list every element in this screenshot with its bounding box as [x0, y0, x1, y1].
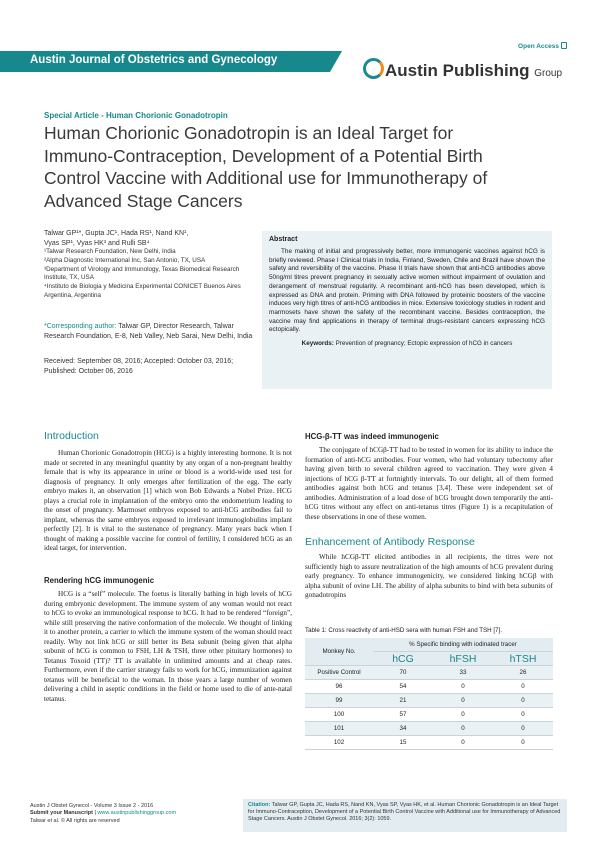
publisher-logo-icon: [363, 58, 384, 79]
table-cell: 70: [373, 666, 433, 680]
table-cell: 0: [433, 694, 493, 708]
table-cell: 0: [493, 694, 553, 708]
table-cell: 15: [373, 736, 433, 750]
citation-box: Citation: Talwar GP, Gupta JC, Hada RS, Nand KN, Vyas SP, Vyas HK, et al. Human Chorionic Gonadotropin is an Ideal Target for Immuno-Contraception, Development of a Potential Birth Control Vaccine with Additional use for Immunotherapy of Advanced Stage Cancers. Austin J Obstet Gynecol. 2016; 3(2): 1059.: [243, 799, 567, 832]
table-cell: 34: [373, 722, 433, 736]
section-heading-immunogenic: HCG-β-TT was indeed immunogenic: [305, 432, 439, 441]
table-row: [305, 666, 553, 680]
table-cell: 0: [433, 736, 493, 750]
table-row: [305, 694, 553, 708]
corresponding-author: *Corresponding author: Talwar GP, Director Research, Talwar Research Foundation, E-8, Neb Valley, Neb Sarai, New Delhi, India: [44, 323, 253, 340]
keywords: Keywords: Prevention of pregnancy; Ectopic expression of hCG in cancers: [301, 340, 513, 348]
table-row: [305, 680, 553, 694]
affiliation: ⁴Instituto de Biologia y Medicina Experimental CONICET Buenos Aires Argentina, Argentina: [44, 283, 241, 299]
table-header-hcg: hCG: [373, 652, 433, 666]
footer-copyright: Talwar et al. © All rights are reserved: [30, 817, 120, 824]
table-cell: 0: [493, 736, 553, 750]
intro-text: Human Chorionic Gonadotropin (HCG) is a highly interesting hormone. It is not made or secreted in any meaningful quantity by any organ of a non-pregnant healthy female that is why its appearance in urine or blood is a world-wide used test for diagnosis of pregnancy. It only emerges after fertilization of the egg. The early embryo makes it, an observation [1] which won Bob Edwards a Nobel Prize. HCG plays a crucial role in implantation of the embryo onto the endometrium leading to the onset of pregnancy. Marmoset embryos exposed to anti-hCG antibodies fail to implant, whereas the same embryos exposed to irrelevant immunoglobulins implant perfectly [2]. It is vital to the sustenance of pregnancy. Many years back when I thought of making a possible vaccine for control of fertility, I considered hCG as an ideal target, for intervention.: [44, 449, 292, 552]
table-cell: 0: [433, 722, 493, 736]
article-dates: Received: September 08, 2016; Accepted: October 03, 2016; Published: October 06, 2016: [44, 358, 234, 375]
open-lock-icon: [561, 42, 567, 49]
table-caption: Table 1: Cross reactivity of anti-HSD sera with human FSH and TSH [7].: [305, 627, 502, 634]
affiliation: ³Department of Virology and Immunology, Texas Biomedical Research Institute, TX, USA: [44, 265, 240, 282]
table-header-monkey: Monkey No.: [305, 638, 373, 666]
abstract-box: [262, 231, 552, 389]
section-heading-enhancement: Enhancement of Antibody Response: [305, 536, 475, 548]
article-type: Special Article - Human Chorionic Gonadotropin: [44, 111, 228, 120]
section-heading-rendering: Rendering hCG immunogenic: [44, 576, 155, 585]
open-access-label: Open Access: [518, 42, 567, 50]
table-cell: 96: [305, 680, 373, 694]
table-cell: 0: [493, 722, 553, 736]
table-cell: 102: [305, 736, 373, 750]
table-cell: 99: [305, 694, 373, 708]
banner-tail: [330, 51, 342, 72]
article-title: Human Chorionic Gonadotropin is an Ideal Target for Immuno-Contraception, Development of a Potential Birth Control Vaccine with Additional use for Immunotherapy of Advanced Stage Cancers: [44, 123, 488, 211]
journal-banner: [0, 51, 330, 72]
author-list: Talwar GP¹*, Gupta JC¹, Hada RS¹, Nand KN¹, Vyas SP¹, Vyas HK³ and Rulli SB⁴: [44, 230, 189, 247]
table-cell: 0: [433, 708, 493, 722]
table-cell: 101: [305, 722, 373, 736]
table-row: [305, 736, 553, 750]
footer-left: Austin J Obstet Gynecol - Volume 3 Issue 2 - 2016 Submit your Manuscript | www.austinpublishinggroup.com Talwar et al. © All rights are reserved: [30, 803, 177, 824]
affiliation: ¹Talwar Research Foundation, New Delhi, India: [44, 248, 176, 255]
table-cell: 100: [305, 708, 373, 722]
affiliation: ²Alpha Diagnostic International Inc, San Antonio, TX, USA: [44, 256, 206, 264]
journal-name: Austin Journal of Obstetrics and Gynecology: [30, 54, 278, 66]
table-cell: 26: [493, 666, 553, 680]
rendering-text: HCG is a “self” molecule. The foetus is literally bathing in high levels of hCG during embryonic development. The immune system of any woman would not react to hCG to evoke an immunological response to hCG. It had to be rendered “foreign”, while still preserving the native conformation of the molecule. We thought of linking it to another protein, a carrier to which the immune system of the woman should react readily. Why not link hCG or still better its Beta subunit (being given that alpha subunit of hCG is common to FSH, LH & TSH, three other pituitary hormones) to Tetanus Toxoid (TT)? TT is available in unlimited amounts and at cheap rates. Furthermore, even if the carrier strategy fails to work for hCG, immunization against tetanus will be beneficial to the woman. In those years a large number of women delivering a child in aseptic conditions in the field or home used to die of ante-natal tetanus.: [44, 590, 292, 703]
table-cell: 0: [493, 680, 553, 694]
table-cell: 0: [493, 708, 553, 722]
footer-volume: Austin J Obstet Gynecol - Volume 3 Issue 2 - 2016: [30, 803, 154, 809]
enhancement-text: While hCGβ-TT elicited antibodies in all recipients, the titres were not sufficiently high to assure neutralization of the high amounts of hCG prevalent during early pregnancy. To enhance immunogenicity, we considered linking hCGβ with alpha subunit of ovine LH. The ability of alpha subunits to bind with beta subunits of gonadotropins: [305, 553, 553, 599]
abstract-text: The making of initial and progressively better, more immunogenic vaccines against hCG is briefly reviewed. Phase I Clinical trials in India, Finland, Sweden, Chile and Brazil have shown the safety and reversibility of the vaccine. Phase II trials have shown that anti-hCG antibodies above 50ng/ml titres prevent pregnancy in sexually active women without impairment of ovulation and derangement of menstrual regularity. A recombinant anti-hCG has been developed, which is expressed as DNA and protein. Priming with DNA followed by proteinic boosters of the vaccine induces very high titres of anti-hCG antibodies in mice. Extensive toxicology studies in rodent and marmosets have shown the safety of the recombinant vaccine. Besides contraception, the vaccine may find applications in therapy of terminal drugs-resistant cancers expressing hCG ectopically.: [269, 248, 545, 334]
immunogenic-text: The conjugate of hCGβ-TT had to be tested in women for its ability to induce the formation of anti-hCG antibodies. Four women, who had voluntary tubectomy after having given birth to several children agreed to vaccination. They were given 4 injections of hCG β-TT at fortnightly intervals. To our delight, all of them formed antibodies against both hCG and tetanus [3,4]. These were independent set of antibodies. Administration of a load dose of hCG brought down temporarily the anti-hCG titres without any effect on anti-tetanus titres (Figure 1) is a recapitulation of these observations in one of these women.: [305, 446, 553, 521]
table-cell: 54: [373, 680, 433, 694]
section-heading-introduction: Introduction: [44, 430, 99, 442]
table-header-htsh: hTSH: [493, 652, 553, 666]
table-cell: 21: [373, 694, 433, 708]
table-header-group: % Specific binding with iodinated tracer: [373, 638, 553, 652]
table-cell: 0: [433, 680, 493, 694]
footer-url-link[interactable]: www.austinpublishinggroup.com: [97, 810, 177, 817]
table-cell: 33: [433, 666, 493, 680]
table-cell: Positive Control: [305, 666, 373, 680]
table-header-hfsh: hFSH: [433, 652, 493, 666]
abstract-heading: Abstract: [269, 236, 298, 243]
table-cell: 57: [373, 708, 433, 722]
publisher-logo: Austin Publishing Group: [363, 58, 562, 81]
table-row: [305, 722, 553, 736]
cross-reactivity-table: [305, 638, 553, 750]
affiliations: [44, 248, 254, 301]
table-row: [305, 708, 553, 722]
